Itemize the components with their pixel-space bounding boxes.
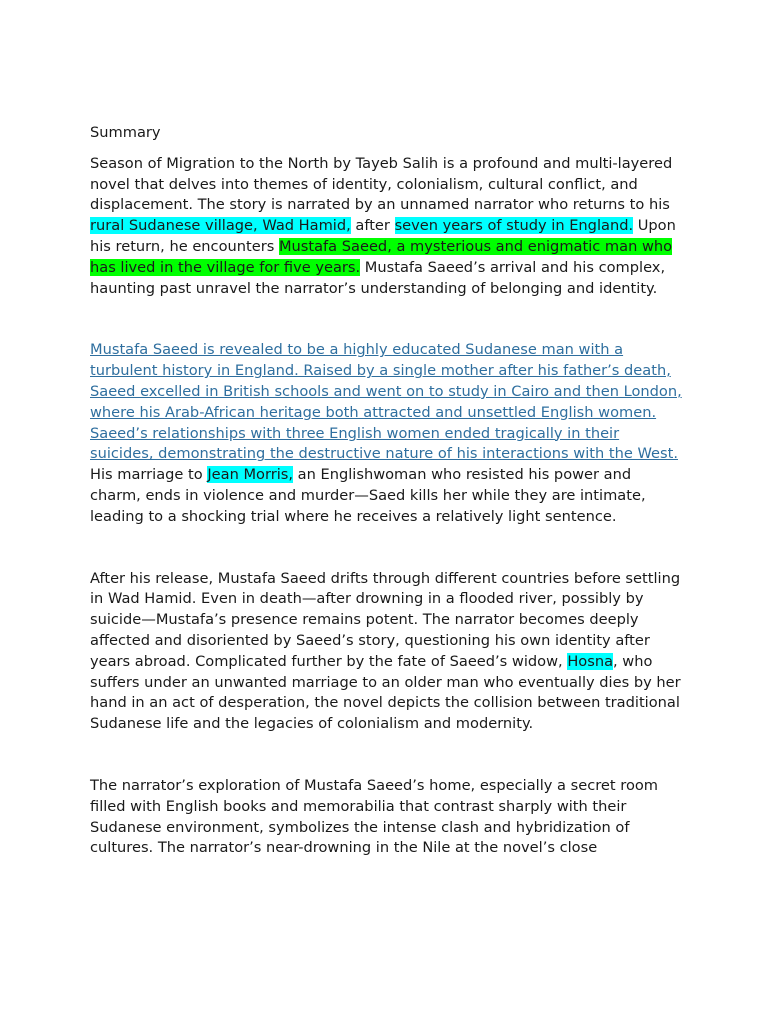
paragraph-text: After his release, Mustafa Saeed drifts through different countries before settling in Wad Hamid. Even in death—after drowning in a flooded river, possibly by suicide—Mustafa’s presence remains potent. The narrator becomes deeply affected and disoriented by Saeed’s story, questioning his own identity after years abroad. Complicated further by the fate of Saeed’s widow,	[90, 569, 681, 670]
highlight-mustafa: Mustafa Saeed, a mysterious and enigmatic man who has lived in the village for five years.	[90, 237, 673, 276]
paragraph-text: , who suffers under an unwanted marriage to an older man who eventually dies by her hand in an act of desperation, the novel depicts the collision between traditional Sudanese life and the legacies of colonialism and modernity.	[90, 652, 681, 733]
highlight-hosna: Hosna	[567, 652, 614, 670]
paragraph-text: after	[350, 217, 395, 235]
paragraph-text: Season of Migration to the North by Tayeb Salih is a profound and multi-layered novel that delves into themes of identity, colonialism, cultural conflict, and displacement. The story is narrated by an unnamed narrator who returns to his	[90, 154, 673, 214]
highlight-village: rural Sudanese village, Wad Hamid,	[90, 217, 351, 235]
section-heading: Summary	[90, 124, 161, 141]
highlight-jean-morris: Jean Morris,	[207, 466, 294, 484]
paragraph-intro	[90, 154, 686, 300]
paragraph-text: The narrator’s exploration of Mustafa Saeed’s home, especially a secret room filled with English books and memorabilia that contrast sharply with their Sudanese environment, symbolizes the intense clash and hybridization of cultures. The narrator’s near-drowning in the Nile at the novel’s close	[90, 776, 659, 857]
paragraph-text: Mustafa Saeed’s arrival and his complex, haunting past unravel the narrator’s understanding of belonging and identity.	[90, 258, 666, 297]
highlight-study: seven years of study in England.	[394, 217, 634, 235]
paragraph-text: an Englishwoman who resisted his power and charm, ends in violence and murder—Saed kills her while they are intimate, leading to a shocking trial where he receives a relatively light sentence.	[90, 466, 646, 525]
paragraph-text: Upon his return, he encounters	[90, 217, 676, 255]
paragraph-text: His marriage to	[90, 466, 208, 484]
paragraph-background	[90, 340, 686, 527]
paragraph-aftermath	[90, 569, 686, 735]
document-page	[90, 123, 686, 859]
hyperlink-text[interactable]: Mustafa Saeed is revealed to be a highly educated Sudanese man with a turbulent history in England. Raised by a single mother after his father’s death, Saeed excelled in British schools and went on to study in Cairo and then London, where his Arab-African heritage both attracted and unsettled English women. Saeed’s relationships with three English women ended tragically in their suicides, demonstrating the destructive nature of his interactions with the West.	[90, 341, 682, 463]
paragraph-exploration	[90, 776, 686, 859]
